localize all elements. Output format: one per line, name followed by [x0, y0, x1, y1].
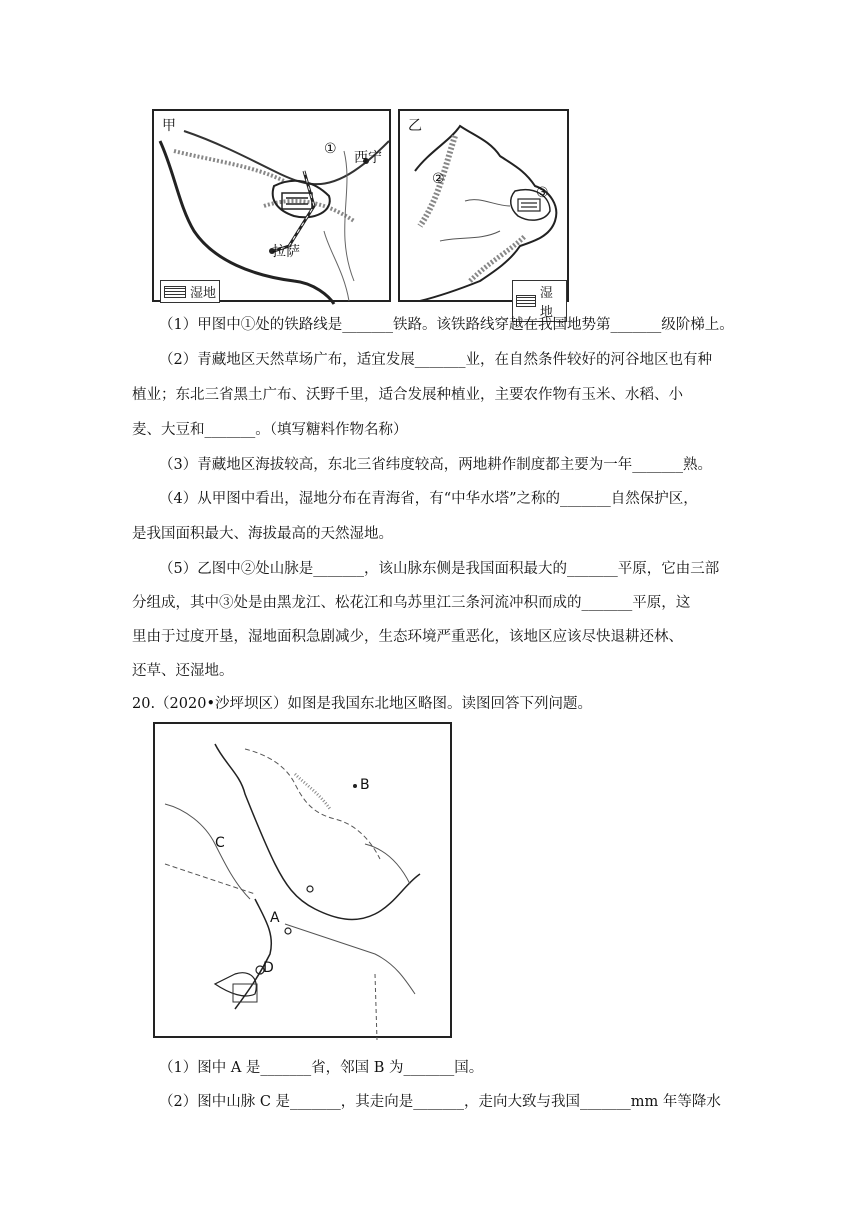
map-northeast-drawing — [155, 724, 454, 1040]
q19-line-8: （5）乙图中②处山脉是_______，该山脉东侧是我国面积最大的_______平原，它由三部 — [159, 561, 720, 577]
map-label-a: A — [270, 910, 280, 926]
q20-line-2: （2）图中山脉 C 是_______，其走向是_______，走向大致与我国_______mm 年等降水 — [159, 1094, 721, 1110]
q19-line-9: 分组成，其中③处是由黑龙江、松花江和乌苏里江三条河流冲积而成的_______平原，这 — [132, 595, 691, 611]
map-yi — [398, 109, 569, 320]
map-label-c: C — [215, 835, 225, 851]
q19-line-10: 里由于过度开垦，湿地面积急剧减少，生态环境严重恶化，该地区应该尽快退耕还林、 — [132, 629, 683, 645]
wetland-swatch-icon — [516, 295, 536, 307]
map-label-b: B — [360, 777, 370, 793]
map-jia — [152, 109, 391, 302]
map-jia-place-lasa: 拉萨 — [272, 244, 300, 260]
q19-line-7: 是我国面积最大、海拔最高的天然湿地。 — [132, 526, 393, 542]
map-jia-marker-1: ① — [324, 141, 337, 157]
q19-line-5: （3）青藏地区海拔较高，东北三省纬度较高，两地耕作制度都主要为一年_______熟。 — [159, 457, 712, 473]
q19-line-4: 麦、大豆和_______。（填写糖料作物名称） — [132, 422, 408, 438]
map-jia-place-xining: 西宁 — [354, 150, 382, 166]
map-yi-legend-label: 湿地 — [539, 286, 553, 320]
map-yi-title: 乙 — [408, 118, 422, 134]
q19-line-3: 植业；东北三省黑土广布、沃野千里，适合发展种植业，主要农作物有玉米、水稻、小 — [132, 387, 683, 403]
q19-line-6: （4）从甲图中看出，湿地分布在青海省，有“中华水塔”之称的_______自然保护区， — [159, 491, 698, 507]
q19-line-2: （2）青藏地区天然草场广布，适宜发展_______业，在自然条件较好的河谷地区也有种 — [159, 352, 712, 368]
map-yi-marker-3: ③ — [536, 185, 549, 201]
wetland-swatch-icon — [164, 286, 186, 298]
map-yi-marker-2: ② — [432, 171, 445, 187]
q19-line-11: 还草、还湿地。 — [132, 663, 234, 679]
q20-line-1: （1）图中 A 是_______省，邻国 B 为_______国。 — [159, 1060, 484, 1076]
q19-line-1: （1）甲图中①处的铁路线是_______铁路。该铁路线穿越在我国地势第_______级阶梯上。 — [159, 317, 734, 333]
map-yi-drawing — [400, 111, 571, 304]
map-jia-drawing — [154, 111, 393, 304]
map-jia-legend-label: 湿地 — [190, 286, 217, 301]
q20-header: 20.（2020•沙坪坝区）如图是我国东北地区略图。读图回答下列问题。 — [132, 696, 593, 712]
map-jia-legend — [160, 280, 220, 303]
map-northeast — [153, 722, 452, 1038]
map-jia-title: 甲 — [162, 118, 176, 134]
map-label-d: D — [263, 960, 274, 976]
